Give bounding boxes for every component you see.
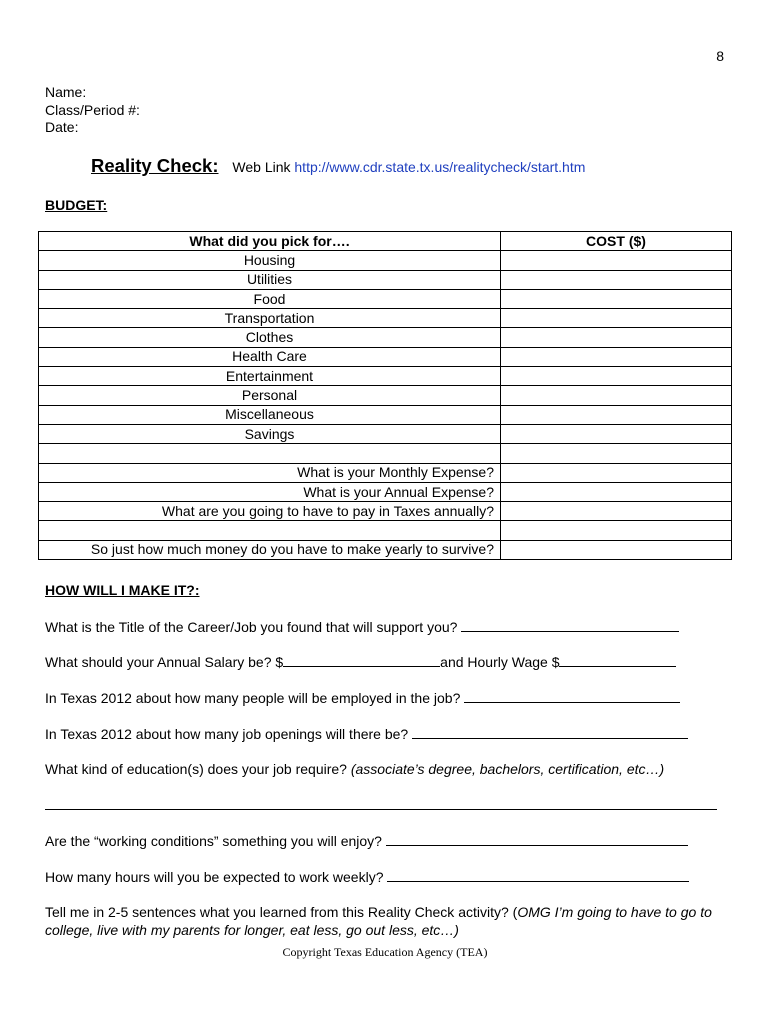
question-text: What should your Annual Salary be? $	[45, 654, 284, 670]
question-hours	[45, 868, 689, 885]
table-header-row	[39, 232, 732, 251]
cost-cell[interactable]	[501, 424, 732, 443]
table-row	[39, 405, 732, 424]
cost-cell[interactable]	[501, 463, 732, 482]
cost-cell[interactable]	[501, 405, 732, 424]
table-row	[39, 328, 732, 347]
cost-cell[interactable]	[501, 540, 732, 559]
header-cost: COST ($)	[501, 232, 732, 251]
question-openings	[45, 725, 688, 742]
cost-cell[interactable]	[501, 444, 732, 463]
header-pick: What did you pick for….	[39, 232, 501, 251]
copyright-footer: Copyright Texas Education Agency (TEA)	[282, 945, 488, 959]
table-row	[39, 463, 732, 482]
question-hint: OMG I’m going to have to go to college, live with my parents for longer, eat less, go out less, etc…)	[45, 904, 712, 938]
question-text: and Hourly Wage $	[440, 654, 560, 670]
table-row	[39, 502, 732, 521]
cost-cell[interactable]	[501, 521, 732, 540]
question-employed	[45, 689, 680, 706]
web-link[interactable]: http://www.cdr.state.tx.us/realitycheck/start.htm	[294, 159, 586, 175]
category-cell: Housing	[39, 251, 501, 270]
question-text: Tell me in 2-5 sentences what you learned from this Reality Check activity? (	[45, 904, 518, 920]
summary-cell: What is your Annual Expense?	[39, 482, 501, 501]
question-text: How many hours will you be expected to work weekly?	[45, 869, 384, 885]
table-row	[39, 367, 732, 386]
salary-answer-line[interactable]	[283, 653, 440, 667]
summary-cell: What are you going to have to pay in Taxes annually?	[39, 502, 501, 521]
make-it-heading: HOW WILL I MAKE IT?:	[45, 582, 200, 598]
category-cell: Transportation	[39, 309, 501, 328]
table-row-blank	[39, 444, 732, 463]
cost-cell[interactable]	[501, 289, 732, 308]
answer-line[interactable]	[412, 725, 688, 739]
category-cell: Food	[39, 289, 501, 308]
question-text: What is the Title of the Career/Job you found that will support you?	[45, 619, 458, 635]
final-cell: So just how much money do you have to make yearly to survive?	[39, 540, 501, 559]
category-cell: Personal	[39, 386, 501, 405]
cost-cell[interactable]	[501, 270, 732, 289]
question-working-conditions	[45, 832, 688, 849]
table-row	[39, 251, 732, 270]
budget-table	[38, 231, 732, 560]
question-salary	[45, 653, 676, 670]
category-cell: Entertainment	[39, 367, 501, 386]
table-row	[39, 347, 732, 366]
page-number: 8	[716, 48, 724, 64]
category-cell: Health Care	[39, 347, 501, 366]
budget-heading: BUDGET:	[45, 197, 108, 213]
answer-line[interactable]	[387, 868, 689, 882]
cost-cell[interactable]	[501, 309, 732, 328]
table-row	[39, 289, 732, 308]
question-text: In Texas 2012 about how many people will be employed in the job?	[45, 690, 461, 706]
table-row	[39, 270, 732, 289]
answer-line[interactable]	[464, 689, 680, 703]
answer-line[interactable]	[461, 618, 679, 632]
category-cell: Utilities	[39, 270, 501, 289]
question-reflection	[45, 903, 725, 939]
question-career-title	[45, 618, 679, 635]
table-row	[39, 424, 732, 443]
table-row	[39, 482, 732, 501]
blank-cell	[39, 444, 501, 463]
cost-cell[interactable]	[501, 328, 732, 347]
cost-cell[interactable]	[501, 251, 732, 270]
category-cell: Savings	[39, 424, 501, 443]
cost-cell[interactable]	[501, 502, 732, 521]
blank-cell	[39, 521, 501, 540]
name-label: Name:	[45, 84, 87, 100]
wage-answer-line[interactable]	[559, 653, 676, 667]
table-row	[39, 309, 732, 328]
table-row	[39, 386, 732, 405]
category-cell: Clothes	[39, 328, 501, 347]
question-text: Are the “working conditions” something you will enjoy?	[45, 833, 382, 849]
cost-cell[interactable]	[501, 367, 732, 386]
web-link-label: Web Link	[232, 159, 291, 175]
summary-cell: What is your Monthly Expense?	[39, 463, 501, 482]
question-text: What kind of education(s) does your job require?	[45, 761, 347, 777]
table-row-blank	[39, 521, 732, 540]
cost-cell[interactable]	[501, 386, 732, 405]
category-cell: Miscellaneous	[39, 405, 501, 424]
education-answer-line[interactable]	[45, 809, 717, 810]
page-title: Reality Check:	[91, 155, 219, 176]
answer-line[interactable]	[386, 832, 688, 846]
cost-cell[interactable]	[501, 482, 732, 501]
table-row	[39, 540, 732, 559]
date-label: Date:	[45, 119, 79, 135]
header-fields	[45, 84, 140, 137]
question-education	[45, 761, 664, 777]
question-hint: (associate’s degree, bachelors, certification, etc…)	[350, 761, 665, 777]
title-row	[91, 155, 585, 177]
question-text: In Texas 2012 about how many job openings will there be?	[45, 726, 409, 742]
class-period-label: Class/Period #:	[45, 101, 140, 118]
cost-cell[interactable]	[501, 347, 732, 366]
